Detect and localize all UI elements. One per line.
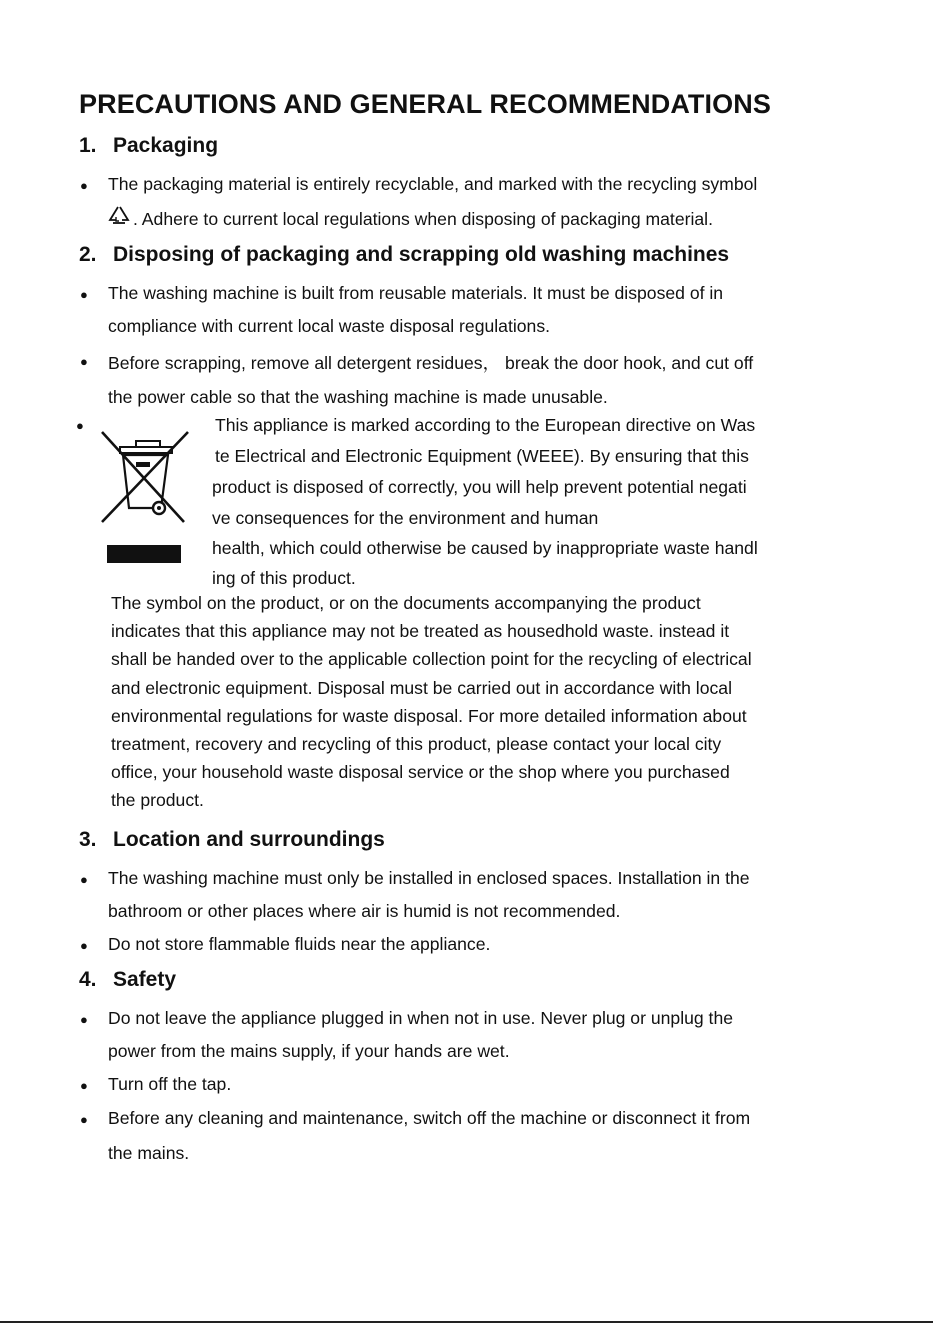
section-number: 1.	[79, 134, 97, 157]
bullet-icon: ●	[80, 354, 88, 369]
bullet-icon: ●	[80, 938, 88, 953]
section-heading-location	[79, 828, 385, 852]
paragraph-line: treatment, recovery and recycling of this product, please contact your local city	[111, 734, 722, 754]
paragraph-line: shall be handed over to the applicable collection point for the recycling of electrical	[111, 649, 752, 669]
list-item-line: ing of this product.	[212, 568, 356, 588]
bullet-icon: ●	[80, 1112, 88, 1127]
section-title: Location and surroundings	[113, 828, 385, 851]
section-heading-packaging	[79, 134, 218, 158]
section-title: Disposing of packaging and scrapping old washing machines	[113, 243, 730, 266]
paragraph-line: office, your household waste disposal service or the shop where you purchased	[111, 762, 730, 782]
section-title: Safety	[113, 968, 177, 991]
list-item-line: . Adhere to current local regulations when disposing of packaging material.	[133, 209, 713, 229]
bullet-icon: ●	[80, 1012, 88, 1027]
paragraph-line: the product.	[111, 790, 204, 810]
section-title: Packaging	[113, 134, 219, 157]
paragraph-line: and electronic equipment. Disposal must be carried out in accordance with local	[111, 678, 732, 698]
paragraph-line: environmental regulations for waste disposal. For more detailed information about	[111, 706, 747, 726]
list-item-line: Before scrapping, remove all detergent residues， break the door hook, and cut off	[108, 353, 754, 373]
section-number: 4.	[79, 968, 97, 991]
list-item-line: bathroom or other places where air is humid is not recommended.	[108, 901, 621, 921]
section-heading-safety	[79, 968, 176, 992]
paragraph-line: The symbol on the product, or on the documents accompanying the product	[111, 593, 701, 613]
bullet-icon: ●	[80, 178, 88, 193]
bullet-icon: ●	[80, 287, 88, 302]
list-item-line: the mains.	[108, 1143, 190, 1163]
list-item-line: This appliance is marked according to the European directive on Was	[215, 415, 756, 435]
bullet-icon: ●	[76, 418, 84, 433]
list-item-line: power from the mains supply, if your hands are wet.	[108, 1041, 510, 1061]
page-title: PRECAUTIONS AND GENERAL RECOMMENDATIONS	[79, 89, 771, 119]
list-item-line: Before any cleaning and maintenance, switch off the machine or disconnect it from	[108, 1108, 751, 1128]
list-item-line: compliance with current local waste disposal regulations.	[108, 316, 551, 336]
section-number: 2.	[79, 243, 97, 266]
recycling-icon	[107, 205, 131, 227]
list-item-line: The washing machine is built from reusable materials. It must be disposed of in	[108, 283, 724, 303]
bullet-icon: ●	[80, 1078, 88, 1093]
section-number: 3.	[79, 828, 97, 851]
section-heading-disposing	[79, 243, 729, 267]
list-item-line: Do not store flammable fluids near the appliance.	[108, 934, 491, 954]
page-bottom-border	[0, 1321, 933, 1323]
list-item-line: Turn off the tap.	[108, 1074, 232, 1094]
bullet-icon: ●	[80, 872, 88, 887]
list-item-line: product is disposed of correctly, you will help prevent potential negati	[212, 477, 747, 497]
list-item-line: te Electrical and Electronic Equipment (WEEE). By ensuring that this	[215, 446, 749, 466]
list-item-line: The washing machine must only be installed in enclosed spaces. Installation in the	[108, 868, 750, 888]
list-item-line: ve consequences for the environment and human	[212, 508, 599, 528]
weee-crossed-bin-icon	[96, 430, 192, 570]
list-item-line: health, which could otherwise be caused by inappropriate waste handl	[212, 538, 758, 558]
list-item-line: The packaging material is entirely recyclable, and marked with the recycling symbol	[108, 174, 758, 194]
list-item-line: the power cable so that the washing machine is made unusable.	[108, 387, 608, 407]
paragraph-line: indicates that this appliance may not be treated as housedhold waste. instead it	[111, 621, 730, 641]
list-item-line: Do not leave the appliance plugged in when not in use. Never plug or unplug the	[108, 1008, 734, 1028]
